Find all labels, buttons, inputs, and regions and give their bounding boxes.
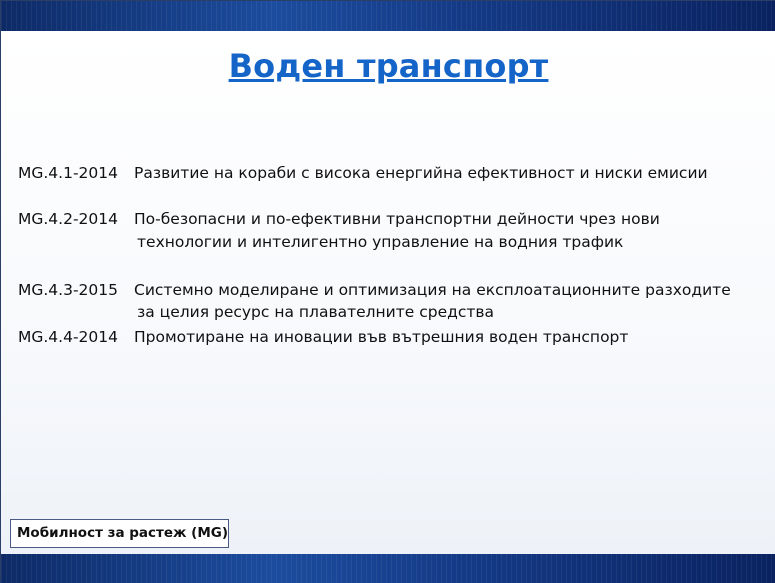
topic-code: MG.4.2-2014 — [18, 210, 119, 228]
slide-title: Воден транспорт — [228, 47, 549, 85]
topic-code: MG.4.1-2014 — [18, 164, 119, 182]
topic-item-mg-4-3-continuation — [137, 301, 494, 324]
topic-text: Промотиране на иновации във вътрешния воден транспорт — [134, 328, 629, 346]
topic-item-mg-4-4 — [18, 326, 628, 349]
topic-item-mg-4-2-continuation — [137, 231, 623, 254]
topic-text: Системно моделиране и оптимизация на експлоатационните разходите — [134, 281, 731, 299]
topic-item-mg-4-3 — [18, 279, 731, 302]
topic-code: MG.4.3-2015 — [18, 281, 119, 299]
topic-item-mg-4-1 — [18, 162, 708, 185]
topic-text: По-безопасни и по-ефективни транспортни дейности чрез нови — [134, 210, 660, 228]
topic-text: Развитие на кораби с висока енергийна ефективност и ниски емисии — [134, 164, 708, 182]
topic-text: технологии и интелигентно управление на водния трафик — [137, 233, 624, 251]
program-label-box: Мобилност за растеж (MG) — [10, 519, 229, 548]
bottom-decorative-band — [1, 554, 775, 583]
topic-text: за целия ресурс на плавателните средства — [137, 303, 495, 321]
slide-content — [1, 31, 775, 554]
topic-item-mg-4-2 — [18, 208, 660, 231]
topic-code: MG.4.4-2014 — [18, 328, 119, 346]
top-decorative-band — [1, 1, 775, 31]
